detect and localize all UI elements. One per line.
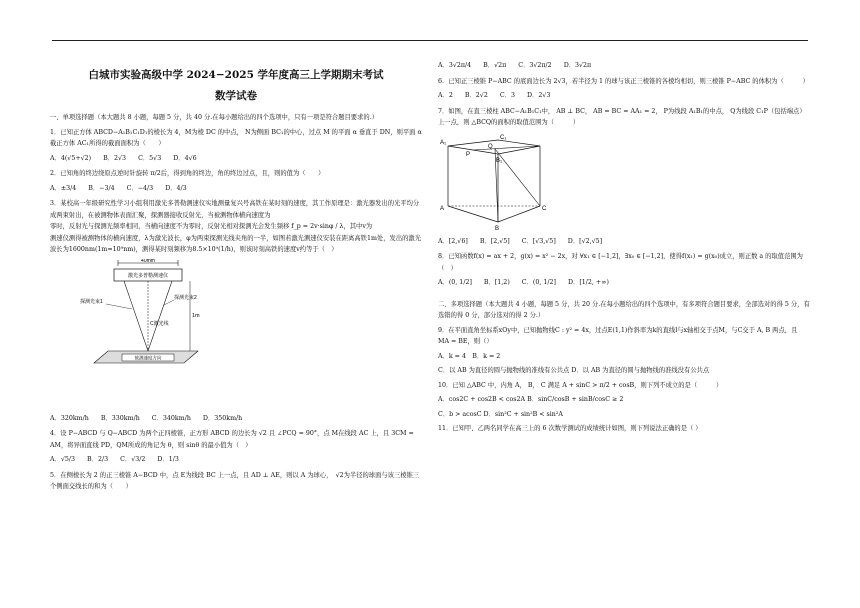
label-c: C — [542, 205, 547, 212]
question-3-part-2: 零时，反射光与探测光频率相同，当横向速度不为零时，反射光相对探测光会发生频移 f_p = 2v·sinφ / λ，其中v为 — [50, 223, 373, 230]
option-b: B．2√3 — [103, 154, 127, 162]
option-c: C．5√3 — [138, 154, 162, 162]
question-2: 2．已知角的终边绕原点逆时针旋转 π/2后，得到角的终边，角的终边过点，且，则的值为（ ） — [50, 170, 325, 177]
left-column — [50, 60, 422, 496]
object-label: 被测速度方向 — [134, 355, 162, 360]
question-3-options — [50, 413, 422, 425]
question-10-options-cd: C．b > acosC D．sin²C + sin²B < sin²A — [438, 410, 563, 418]
option-b: B．√2π — [483, 62, 507, 69]
beam-1-label: 探测光束1 — [80, 298, 103, 305]
option-c: C．[√3,√5] — [521, 237, 556, 245]
option-c: C．3 — [499, 92, 515, 99]
question-3-part-3: 测速仪测得被测物体的横向速度，λ为激光波长，φ为两束探测光线夹角的一半，如图若激光测速仪安装在距离高铁1m处，发出的激光波长为1600nm(1m=10⁹nm)，测得某时刻频移为8.5×10⁹(1/h)，则该时刻高铁的速度v约等于（ ） — [50, 234, 422, 253]
option-a: A．±3/4 — [50, 184, 77, 192]
option-a: A．[2,√6] — [438, 237, 468, 245]
option-b: B．−3/4 — [88, 184, 115, 192]
label-q: Q — [488, 143, 493, 150]
option-a: A．√5/3 — [50, 456, 75, 463]
option-b: B．2√2 — [464, 92, 488, 99]
option-a: A．320km/h — [50, 414, 89, 422]
question-8-options — [438, 277, 810, 289]
exam-subtitle: 数学试卷 — [215, 90, 257, 102]
beam-2-label: 探测光束2 — [174, 294, 197, 301]
label-a1: A₁ — [440, 139, 447, 146]
laser-doppler-diagram — [78, 259, 218, 379]
device-label: 激光多普勒测速仪 — [127, 272, 169, 279]
option-d: D．4/3 — [165, 184, 187, 192]
question-7: 7．如图，在直三棱柱 ABC−A₁B₁C₁中， AB ⊥ BC， AB = BC = AA₁ = 2， P为线段 A₁B₁的中点， Q为线段 C₁P（包括端点）上一点，则 △BCQ的面积的取值范围为（ ） — [438, 107, 806, 126]
question-10: 10．已知 △ABC 中，内角 A， B， C 满足 A + sinC > π/2 + cosB，则下列不成立的是（ ） — [438, 381, 723, 389]
option-d: D．3√2π — [563, 62, 592, 69]
exam-title: 白城市实验高级中学 2024−2025 学年度高三上学期期末考试 — [88, 69, 384, 81]
label-b1: B₁ — [496, 157, 503, 164]
prism-figure — [440, 132, 550, 232]
question-2-options — [50, 183, 422, 195]
option-c: C．−4/3 — [126, 184, 154, 192]
question-11: 11．已知甲、乙两名同学在高三上的 6 次数学测试的成绩统计如图，则下列说法正确的是（ ） — [438, 425, 702, 432]
option-d: D．1/3 — [157, 456, 179, 463]
question-3 — [50, 198, 422, 256]
label-c1: C₁ — [500, 134, 507, 141]
question-5-options — [438, 60, 810, 72]
option-a: A．(0, 1/2] — [438, 279, 472, 286]
question-4: 4．设 P−ABCD 与 Q−ABCD 为两个正四棱锥，正方形 ABCD 的边长为 √2 且 ∠PCQ = 90°，点 M在线段 AC 上，且 3CM = AM，将异面直线 PD，QM所成的角记为 θ，则 sinθ 的最小值为（ ） — [50, 430, 414, 449]
header-rule — [52, 40, 808, 41]
question-9-options-ab: A．k = 4 B．k = 2 — [438, 352, 501, 360]
label-b: B — [495, 225, 500, 232]
label-a: A — [440, 205, 445, 212]
option-b: B．330km/h — [100, 414, 140, 422]
option-d: D．[√2,√5] — [567, 237, 603, 245]
laser-doppler-figure — [78, 259, 218, 409]
question-6-options — [438, 90, 810, 102]
option-b: B．[2,√5] — [479, 237, 510, 245]
question-8: 8．已知函数f(x) = ax + 2，g(x) = x² − 2x，对 ∀x₁ ∈ [−1,2]，∃x₀ ∈ [−1,2]，使得f(x₁) = g(x₀)成立，则正数 a 的取值范围为（ ） — [438, 253, 803, 272]
label-p: P — [466, 151, 471, 158]
option-a: A．4(√5+√2) — [50, 154, 92, 162]
right-column — [438, 60, 810, 438]
option-c: C．√3/2 — [120, 456, 146, 463]
distance-label: 1m — [192, 312, 200, 319]
option-c: C．340km/h — [151, 414, 191, 422]
question-1-options — [50, 153, 422, 165]
section-1-heading: 一、单项选择题（本大题共 8 小题，每题 5 分，共 40 分.在每小题给出的四个选项中，只有一项是符合题目要求的.） — [50, 114, 378, 121]
option-c: C．3√2π/2 — [518, 62, 552, 69]
option-b: B．2/3 — [87, 456, 109, 463]
option-d: D．2√3 — [526, 92, 551, 99]
option-d: D．[1/2, +∞) — [567, 279, 609, 286]
question-4-options — [50, 454, 422, 466]
question-6: 6．已知正三棱锥 P−ABC 的底面边长为 2√3，若半径为 1 的球与该正三棱锥的各棱均相切，则三棱锥 P−ABC 的体积为（ ） — [438, 77, 809, 85]
option-d: D．350km/h — [202, 414, 243, 422]
width-label: 40mm — [141, 258, 155, 264]
question-10-options-ab: A．cos2C + cos2B < cos2A B．sinC/cosB + sinB/cosC ≥ 2 — [438, 396, 624, 403]
question-9-options-cd: C．以 AB 为直径的圆与抛物线的准线有公共点 D．以 AB 为直径的圆与抛物线的准线没有公共点 — [438, 367, 710, 374]
option-b: B．[1,2) — [483, 279, 510, 286]
prism-diagram — [440, 132, 550, 232]
laser-line-label: C激光线 — [150, 320, 169, 327]
question-7-options — [438, 236, 810, 248]
option-a: A．3√2π/4 — [438, 62, 472, 69]
option-d: D．4√6 — [173, 154, 197, 162]
option-a: A．2 — [438, 92, 453, 99]
question-9: 9．在平面直角坐标系xOy中，已知抛物线C : y² = 4x，过点E(1,1)作斜率为k的直线l与x轴相交于点M，与C交于 A, B 两点，且 MA = BE，则（） — [438, 326, 798, 345]
option-c: C．(0, 1/2] — [521, 279, 556, 286]
question-5: 5．在侧棱长为 2 的正三棱锥 A−BCD 中，点 E为线段 BC 上一点，且 AD ⊥ AE，则以 A 为球心， √2为半径的球面与该三棱锥三个侧面交线长的和为（ ） — [50, 471, 420, 490]
section-2-heading: 二、多项选择题（本大题共 4 小题，每题 5 分，共 20 分.在每小题给出的四个选项中，有多项符合题目要求，全部选对的得 5 分，有选错的得 0 分，部分选对的得 2 分.） — [438, 300, 810, 319]
question-1: 1．已知正方体 ABCD−A₁B₁C₁D₁的棱长为 4，M为棱 DC 的中点， N为侧面 BC₁的中心，过点 M 的平面 α 垂直于 DN，则平面 α截正方体 AC₁所得的截面面积为（ ） — [50, 128, 422, 147]
question-3-part-1: 3．某校高一年级研究性学习小组利用激光多普勒测速仪实地测量复兴号高铁在某时刻的速度，其工作原理是：激光器发出的光平均分成两束射出，在被测物体表面汇聚，探测器接收反射光，当被测物体横向速度为 — [50, 200, 420, 219]
